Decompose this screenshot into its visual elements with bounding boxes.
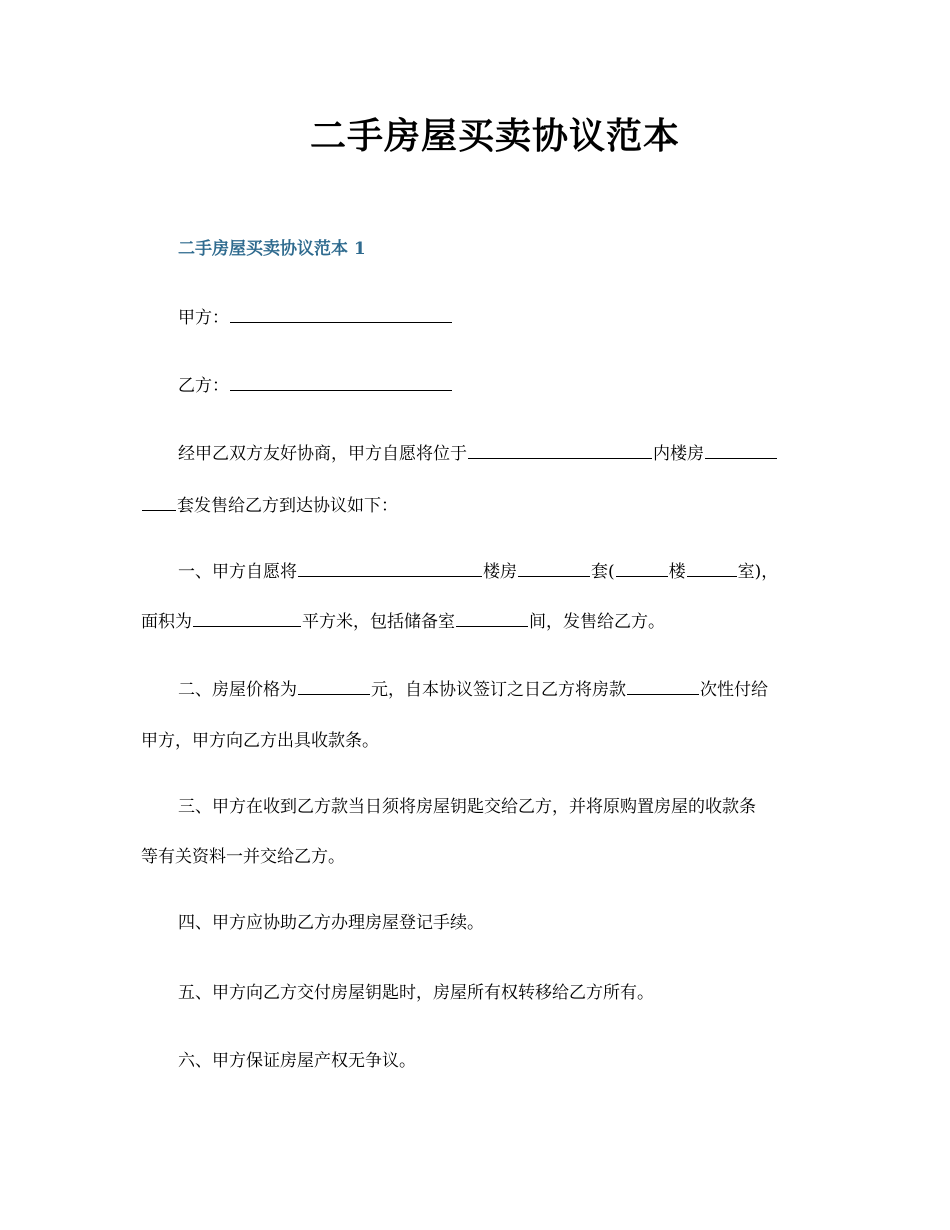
clause2-price-blank <box>298 676 370 695</box>
party-a-label: 甲方： <box>178 308 229 328</box>
clause1-text-8: 间，发售给乙方。 <box>529 612 665 632</box>
clause2-text-3: 次性付给 <box>700 680 768 700</box>
clause3-line-1: 三、甲方在收到乙方款当日须将房屋钥匙交给乙方，并将原购置房屋的收款条 <box>178 797 756 817</box>
clause2-text-2: 元，自本协议签订之日乙方将房款 <box>371 680 626 700</box>
clause2-installment-blank <box>627 676 699 695</box>
document-title: 二手房屋买卖协议范本 <box>309 115 680 157</box>
clause1-line-1 <box>178 558 850 585</box>
clause2-text-4: 甲方，甲方向乙方出具收款条。 <box>141 731 379 751</box>
clause1-line-2 <box>141 608 813 635</box>
clause1-room-blank <box>687 558 737 577</box>
building-count-blank <box>705 440 777 459</box>
clause6-line: 六、甲方保证房屋产权无争议。 <box>178 1051 416 1071</box>
party-a-line <box>178 304 850 331</box>
intro-text-1: 经甲乙双方友好协商，甲方自愿将位于 <box>178 444 467 464</box>
clause2-text-1: 二、房屋价格为 <box>178 680 297 700</box>
clause1-text-6: 面积为 <box>141 612 192 632</box>
clause4-line: 四、甲方应协助乙方办理房屋登记手续。 <box>178 913 484 933</box>
clause1-area-blank <box>193 608 301 627</box>
party-b-label: 乙方： <box>178 376 229 396</box>
building-count-blank-cont <box>142 492 176 511</box>
clause1-location-blank <box>298 558 482 577</box>
clause1-text-4: 楼 <box>668 562 686 582</box>
clause3-line-2: 等有关资料一并交给乙方。 <box>141 847 345 867</box>
clause1-text-3: 套( <box>591 562 615 582</box>
section-heading: 二手房屋买卖协议范本 1 <box>178 239 366 259</box>
clause1-storage-blank <box>456 608 528 627</box>
intro-text-2: 内楼房 <box>653 444 704 464</box>
clause1-unit-blank <box>518 558 590 577</box>
clause1-text-2: 楼房 <box>483 562 517 582</box>
party-b-line <box>178 372 850 399</box>
clause2-line-1 <box>178 676 850 703</box>
clause5-line: 五、甲方向乙方交付房屋钥匙时，房屋所有权转移给乙方所有。 <box>178 983 654 1003</box>
clause1-text-5: 室)， <box>737 562 779 582</box>
intro-line-1 <box>178 440 850 467</box>
party-b-blank <box>230 372 452 391</box>
party-a-blank <box>230 304 452 323</box>
clause1-text-7: 平方米，包括储备室 <box>302 612 455 632</box>
clause2-line-2 <box>141 728 813 754</box>
clause1-floor-blank <box>616 558 668 577</box>
intro-text-3: 套发售给乙方到达协议如下： <box>177 496 398 516</box>
intro-line-2 <box>141 492 813 519</box>
location-blank <box>468 440 652 459</box>
clause1-text-1: 一、甲方自愿将 <box>178 562 297 582</box>
